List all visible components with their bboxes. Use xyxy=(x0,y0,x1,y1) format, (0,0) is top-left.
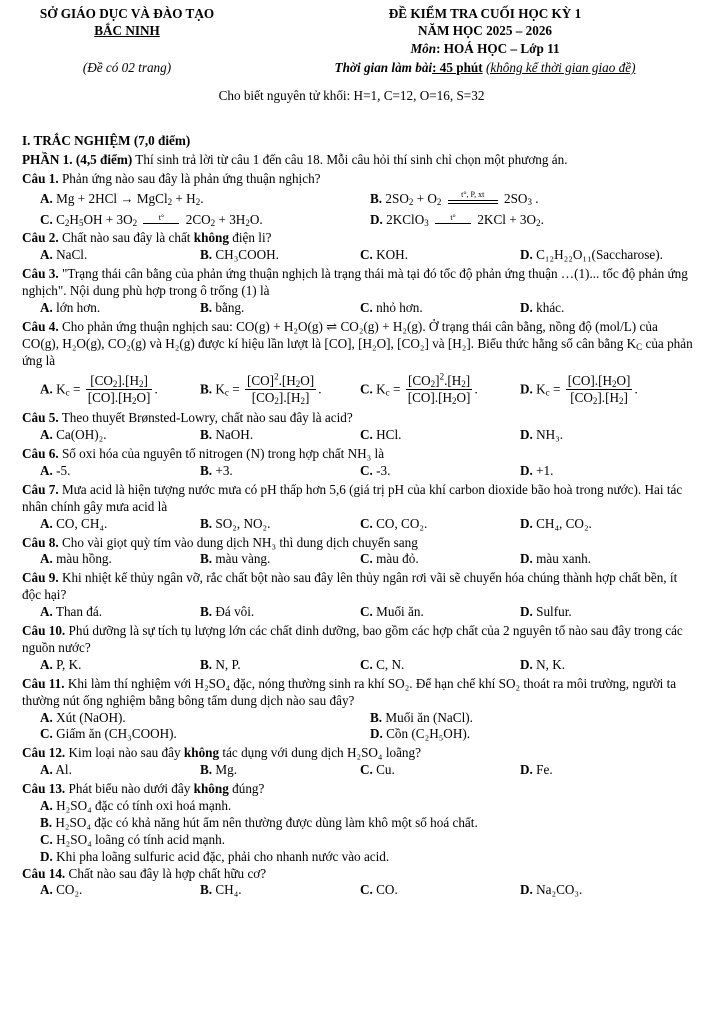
subject-value: : HOÁ HỌC – Lớp 11 xyxy=(436,41,560,56)
option-c[interactable]: C. $C_2H_5OH + 3O_2$ t° $2CO_2 + 3H_2O$. xyxy=(40,211,263,228)
option-d[interactable]: D. Khi pha loãng sulfuric acid đặc, phải cho nhanh nước vào acid. xyxy=(40,848,390,864)
option-c[interactable]: C. Giấm ăn (CH₃COOH). xyxy=(40,726,177,742)
question-12: Câu 12. Kim loại nào sau đây không tác dụng với dung dịch H₂SO₄ loãng? xyxy=(22,745,421,761)
option-a[interactable]: A. Ca(OH)₂. xyxy=(40,427,107,443)
options-q12 xyxy=(22,762,694,779)
option-c[interactable]: C. -3. xyxy=(360,463,391,479)
exam-title: ĐỀ KIỂM TRA CUỐI HỌC KỲ 1 xyxy=(388,6,582,21)
part-instruction: PHẦN 1. (4,5 điểm) Thí sinh trả lời từ câu 1 đến câu 18. Mỗi câu hỏi thí sinh chỉ chọn một phương án. xyxy=(22,151,568,167)
options-q4 xyxy=(22,373,694,408)
option-b[interactable]: B. màu vàng. xyxy=(200,551,271,567)
question-5: Câu 5. Theo thuyết Brønsted-Lowry, chất nào sau đây là acid? xyxy=(22,410,353,426)
options-q14 xyxy=(22,882,694,899)
option-b[interactable]: B. +3. xyxy=(200,463,233,479)
option-d[interactable]: D. C₁₂H₂₂O₁₁(Saccharose). xyxy=(520,247,663,263)
option-c[interactable]: C. CO. xyxy=(360,882,398,898)
time-line xyxy=(270,60,700,77)
option-a[interactable]: A. H₂SO₄ đặc có tính oxi hoá mạnh. xyxy=(40,797,232,813)
option-b[interactable]: B. Đá vôi. xyxy=(200,604,255,620)
question-4: Câu 4. Cho phản ứng thuận nghịch sau: CO(g) + H₂O(g) ⇌ CO₂(g) + H₂(g). Ở trạng thái cân bằng, nồng độ (mol/L) của CO(g), H₂O(g), CO₂(g) và H₂(g) được kí hiệu lần lượt là [CO], [H₂O], [CO₂] và [H₂]. Biểu thức hằng số cân bằng $K_C$ của phản ứng là xyxy=(22,318,693,368)
option-b[interactable]: B. N, P. xyxy=(200,656,241,672)
pages-note: (Đề có 02 trang) xyxy=(82,60,172,75)
question-8: Câu 8. Cho vài giọt quỳ tím vào dung dịch NH₃ thì dung dịch chuyển sang xyxy=(22,534,418,550)
question-3: Câu 3. "Trạng thái cân bằng của phản ứng thuận nghịch là trạng thái mà tại đó tốc độ phản ứng thuận …(1)... tốc độ phản ứng nghịch". Nội dung phù hợp trong ô trống (1) là xyxy=(22,266,688,299)
option-b[interactable]: B. $2SO_2 + O_2$ t°, P, xt $2SO_3$ . xyxy=(370,189,539,207)
subject-line xyxy=(270,41,700,58)
time-note: (không kể thời gian giao đề) xyxy=(485,60,636,75)
option-b[interactable]: B. $K_c$ = $\frac{[CO]^2.[H_2O]}{[CO_2].[H_2]}$ . xyxy=(200,371,322,407)
option-a[interactable]: A. CO, CH₄. xyxy=(40,515,108,531)
options-q11-row2 xyxy=(22,726,694,743)
option-d[interactable]: D. N, K. xyxy=(520,656,566,672)
option-a[interactable]: A. Xút (NaOH). xyxy=(40,709,126,725)
option-d[interactable]: D. Cồn (C₂H₅OH). xyxy=(370,726,471,742)
option-b[interactable]: B. CH₄. xyxy=(200,882,242,898)
option-c[interactable]: C. H₂SO₄ loãng có tính acid mạnh. xyxy=(40,831,226,847)
option-a[interactable]: A. CO₂. xyxy=(40,882,83,898)
option-c[interactable]: C. CO, CO₂. xyxy=(360,515,428,531)
option-d[interactable]: D. CH₄, CO₂. xyxy=(520,515,592,531)
option-c[interactable]: C. Muối ăn. xyxy=(360,604,424,620)
atomic-masses: Cho biết nguyên tử khối: H=1, C=12, O=16, S=32 xyxy=(218,88,485,103)
options-q8 xyxy=(22,551,694,568)
question-2: Câu 2. Chất nào sau đây là chất không điện li? xyxy=(22,230,272,246)
option-a[interactable]: A. P, K. xyxy=(40,656,82,672)
option-b[interactable]: B. bằng. xyxy=(200,300,245,316)
equilibrium-arrow: t°, P, xt xyxy=(448,190,498,200)
option-c[interactable]: C. màu đỏ. xyxy=(360,551,419,567)
options-q10 xyxy=(22,657,694,674)
option-d[interactable]: D. Sulfur. xyxy=(520,604,572,620)
question-9: Câu 9. Khi nhiệt kế thủy ngân vỡ, rắc chất bột nào sau đây lên thủy ngân rơi vãi sẽ chuyển hóa chúng thành hợp chất bền, ít độc hại? xyxy=(22,570,678,603)
subject-label: Môn xyxy=(410,41,437,56)
options-q6 xyxy=(22,463,694,480)
option-c[interactable]: C. C, N. xyxy=(360,656,405,672)
option-a[interactable]: A. Mg + 2HCl → MgCl$_2$ + $H_2$. xyxy=(40,190,204,207)
option-d[interactable]: D. $K_c$ = $\frac{[CO].[H_2O]}{[CO_2].[H_2]}$ . xyxy=(520,372,638,407)
question-10: Câu 10. Phú dưỡng là sự tích tụ lượng lớn các chất dinh dưỡng, bao gồm các hợp chất của 2 nguyên tố nào sau đây trong các nguồn nước? xyxy=(22,623,683,655)
time-value: : 45 phút xyxy=(432,60,483,75)
school-year: NĂM HỌC 2025 – 2026 xyxy=(417,23,553,38)
question-14: Câu 14. Chất nào sau đây là hợp chất hữu cơ? xyxy=(22,865,267,881)
option-c[interactable]: C. HCl. xyxy=(360,427,402,443)
options-q3 xyxy=(22,300,694,317)
section-title: I. TRẮC NGHIỆM (7,0 điểm) xyxy=(22,133,191,148)
option-c[interactable]: C. nhỏ hơn. xyxy=(360,300,423,316)
option-b[interactable]: B. SO₂, NO₂. xyxy=(200,515,271,531)
option-c[interactable]: C. $K_c$ = $\frac{[CO_2]^2.[H_2]}{[CO].[H_2O]}$ . xyxy=(360,371,478,407)
options-q7 xyxy=(22,516,694,533)
option-b[interactable]: B. NaOH. xyxy=(200,427,254,443)
option-a[interactable]: A. Than đá. xyxy=(40,604,103,620)
part-label: PHẦN 1. (4,5 điểm) xyxy=(22,151,133,167)
option-c[interactable]: C. Cu. xyxy=(360,762,395,778)
option-b[interactable]: B. H₂SO₄ đặc có khả năng hút ẩm nên thường được dùng làm khô một số hoá chất. xyxy=(40,814,478,830)
option-a[interactable]: A. NaCl. xyxy=(40,247,88,263)
time-label: Thời gian làm bài xyxy=(334,60,433,75)
option-b[interactable]: B. CH₃COOH. xyxy=(200,247,279,263)
question-1: Câu 1. Phản ứng nào sau đây là phản ứng thuận nghịch? xyxy=(22,170,321,186)
options-q13 xyxy=(22,798,694,866)
option-d[interactable]: D. Na₂CO₃. xyxy=(520,882,583,898)
question-6: Câu 6. Số oxi hóa của nguyên tố nitrogen (N) trong hợp chất NH₃ là xyxy=(22,446,385,462)
options-q11-row1 xyxy=(22,710,694,727)
options-q1-row1 xyxy=(22,191,694,208)
exam-content xyxy=(22,133,694,901)
option-d[interactable]: D. khác. xyxy=(520,300,565,316)
option-a[interactable]: A. Al. xyxy=(40,762,72,778)
option-a[interactable]: A. lớn hơn. xyxy=(40,300,101,316)
option-b[interactable]: B. Mg. xyxy=(200,762,238,778)
option-d[interactable]: D. +1. xyxy=(520,463,554,479)
question-11: Câu 11. Khi làm thí nghiệm với H₂SO₄ đặc, nóng thường sinh ra khí SO₂. Để hạn chế khí SO₂ thoát ra môi trường, người ta thường nút ống nghiệm bằng bông tẩm dung dịch nào sau đây? xyxy=(22,675,677,708)
option-a[interactable]: A. $K_c$ = $\frac{[CO_2].[H_2]}{[CO].[H_2O]}$ . xyxy=(40,372,158,407)
options-q5 xyxy=(22,427,694,444)
options-q1-row2 xyxy=(22,212,694,229)
options-q2 xyxy=(22,247,694,264)
option-d[interactable]: D. 2KClO$_3$ t° $2KCl + 3O_2$. xyxy=(370,211,544,228)
question-13: Câu 13. Phát biểu nào dưới đây không đúng? xyxy=(22,781,265,797)
option-d[interactable]: D. Fe. xyxy=(520,762,553,778)
option-d[interactable]: D. NH₃. xyxy=(520,427,564,443)
question-7: Câu 7. Mưa acid là hiện tượng nước mưa có pH thấp hơn 5,6 (giá trị pH của khí carbon dioxide bão hoà trong nước). Hai tác nhân chính gây mưa acid là xyxy=(22,481,683,514)
option-a[interactable]: A. màu hồng. xyxy=(40,551,112,567)
option-b[interactable]: B. Muối ăn (NaCl). xyxy=(370,709,473,725)
department-name: SỞ GIÁO DỤC VÀ ĐÀO TẠO xyxy=(39,6,215,21)
option-c[interactable]: C. KOH. xyxy=(360,247,408,263)
province-name: BẮC NINH xyxy=(94,23,160,38)
option-a[interactable]: A. -5. xyxy=(40,463,71,479)
options-q9 xyxy=(22,604,694,621)
option-d[interactable]: D. màu xanh. xyxy=(520,551,592,567)
